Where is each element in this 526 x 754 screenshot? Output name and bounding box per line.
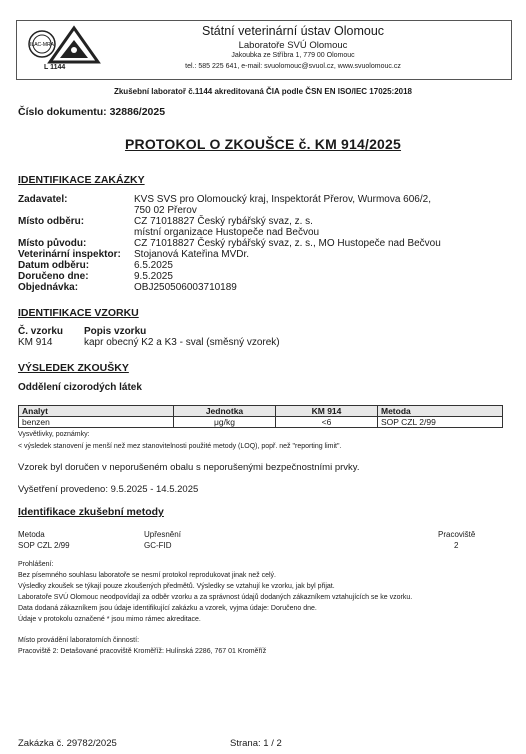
result-heading: VÝSLEDEK ZKOUŠKY	[18, 362, 129, 374]
col-sample: KM 914	[276, 406, 378, 417]
sample-no-header: Č. vzorku	[18, 326, 64, 337]
delivery-statement: Vzorek byl doručen v neporušeném obalu s neporušenými bezpečnostními prvky.	[18, 462, 360, 473]
workplaces-title: Místo provádění laboratorních činností:	[18, 637, 140, 644]
order-number-label: Objednávka:	[18, 282, 79, 293]
notes-title: Vysvětlivky, poznámky:	[18, 431, 90, 438]
spec-value: GC-FID	[144, 541, 172, 550]
sample-no: KM 914	[18, 337, 53, 348]
accreditation-code: L 1144	[44, 64, 66, 71]
site-header: Pracoviště	[438, 530, 476, 539]
declaration-line: Bez písemného souhlasu laboratoře se nesmí protokol reprodukovat jinak než celý.	[18, 572, 276, 579]
accreditation-statement: Zkušební laboratoř č.1144 akreditovaná ČIA podle ČSN EN ISO/IEC 17025:2018	[113, 87, 413, 96]
declaration-line: Data dodaná zákazníkem jsou údaje identifikující zakázku a vzorek, vyjma údaje: Doručeno dne.	[18, 605, 317, 612]
inspector-value: Stojanová Kateřina MVDr.	[134, 249, 250, 260]
declarations-title: Prohlášení:	[18, 561, 54, 568]
order-number-value: OBJ250506003710189	[134, 282, 237, 293]
method-cell: SOP CZL 2/99	[378, 417, 503, 428]
unit-cell: μg/kg	[174, 417, 276, 428]
workplace-line: Pracoviště 2: Detašované pracoviště Kroměříž: Hulínská 2286, 767 01 Kroměříž	[18, 648, 267, 655]
origin-label: Místo původu:	[18, 238, 87, 249]
sample-desc: kapr obecný K2 a K3 - sval (směsný vzorek)	[84, 337, 280, 348]
client-value-2: 750 02 Přerov	[134, 205, 197, 216]
note-loq: < výsledek stanovení je menší než mez stanovitelnosti použité metody (LOQ), popř. než "reporting limit".	[18, 443, 342, 450]
declaration-line: Výsledky zkoušek se týkají pouze zkoušených předmětů. Výsledky se vztahují ke vzorku, jak byl přijat.	[18, 583, 335, 590]
sampling-date-value: 6.5.2025	[134, 260, 173, 271]
institute-contact: tel.: 585 225 641, e-mail: svuolomouc@svuol.cz, www.svuolomouc.cz	[185, 63, 401, 70]
spec-header: Upřesnění	[144, 530, 181, 539]
method-value: SOP CZL 2/99	[18, 541, 70, 550]
declaration-line: Laboratoře SVÚ Olomouc neodpovídají za odběr vzorku a za správnost údajů dodaných zákazníkem vztahujících se ke vzorku.	[18, 594, 413, 601]
inspector-label: Veterinární inspektor:	[18, 249, 121, 260]
methods-heading: Identifikace zkušební metody	[18, 506, 164, 518]
sampling-place-value: CZ 71018827 Český rybářský svaz, z. s.	[134, 216, 313, 227]
method-header: Metoda	[18, 530, 45, 539]
site-value: 2	[454, 541, 459, 550]
col-method: Metoda	[378, 406, 503, 417]
col-unit: Jednotka	[174, 406, 276, 417]
sampling-date-label: Datum odběru:	[18, 260, 90, 271]
institute-address: Jakoubka ze Stříbra 1, 779 00 Olomouc	[231, 52, 355, 59]
footer-order-number: Zakázka č. 29782/2025	[18, 738, 117, 749]
table-header-row	[19, 406, 503, 417]
analyte-cell: benzen	[19, 417, 174, 428]
institute-name: Státní veterinární ústav Olomouc	[201, 24, 385, 38]
origin-value: CZ 71018827 Český rybářský svaz, z. s., MO Hustopeče nad Bečvou	[134, 238, 441, 249]
sampling-place-label: Místo odběru:	[18, 216, 85, 227]
table-row	[19, 417, 503, 428]
laboratory-name: Laboratoře SVÚ Olomouc	[238, 40, 348, 51]
performed-dates: Vyšetření provedeno: 9.5.2025 - 14.5.2025	[18, 484, 199, 495]
page-title: PROTOKOL O ZKOUŠCE č. KM 914/2025	[124, 136, 402, 152]
sampling-place-value-2: místní organizace Hustopeče nad Bečvou	[134, 227, 320, 238]
client-value: KVS SVS pro Olomoucký kraj, Inspektorát Přerov, Wurmova 606/2,	[134, 194, 431, 205]
svg-text:ILAC-MRA: ILAC-MRA	[30, 42, 54, 48]
result-subheading: Oddělení cizorodých látek	[18, 382, 142, 393]
result-table	[18, 405, 503, 428]
delivered-label: Doručeno dne:	[18, 271, 89, 282]
sample-desc-header: Popis vzorku	[84, 326, 147, 337]
declaration-line: Údaje v protokolu označené * jsou mimo rámec akreditace.	[18, 616, 201, 623]
order-heading: IDENTIFIKACE ZAKÁZKY	[18, 174, 145, 186]
footer-page-number: Strana: 1 / 2	[230, 738, 282, 749]
document-number: Číslo dokumentu: 32886/2025	[18, 106, 166, 118]
value-cell: <6	[276, 417, 378, 428]
client-label: Zadavatel:	[18, 194, 68, 205]
delivered-value: 9.5.2025	[134, 271, 173, 282]
col-analyte: Analyt	[19, 406, 174, 417]
sample-heading: IDENTIFIKACE VZORKU	[18, 307, 139, 319]
